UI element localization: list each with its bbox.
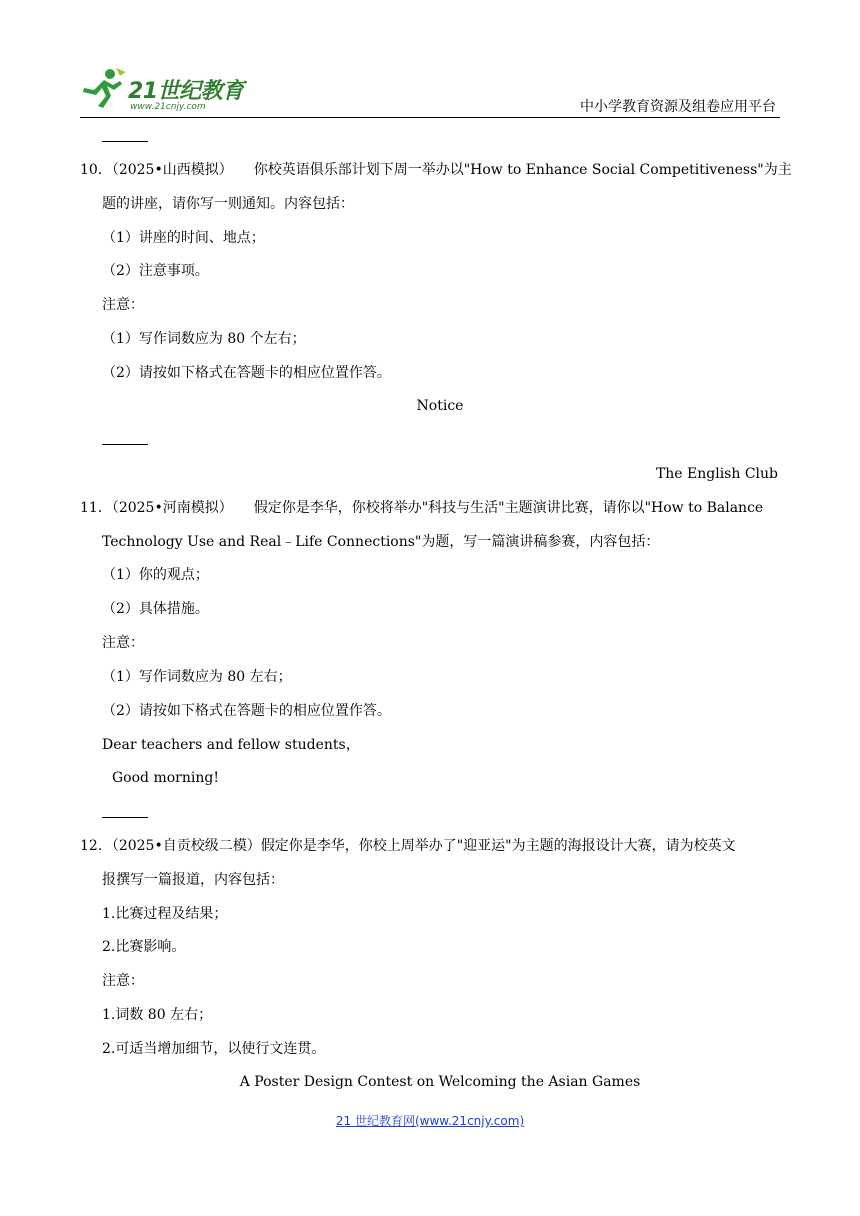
answer-blank (102, 817, 148, 818)
q10-line1: 10．（2025•山西模拟） 你校英语俱乐部计划下周一举办以"How to Enhance Social Competitiveness"为主 (80, 162, 792, 178)
q10-notice-title: Notice (416, 398, 464, 414)
logo-url: www.21cnjy.com (130, 102, 206, 112)
header-divider (80, 117, 780, 118)
q12-line2: 报撰写一篇报道，内容包括： (102, 872, 284, 888)
platform-title: 中小学教育资源及组卷应用平台 (580, 99, 776, 115)
q10-item2: （2）注意事项。 (102, 263, 209, 279)
q12-report-title: A Poster Design Contest on Welcoming the Asian Games (239, 1074, 641, 1090)
q10-signature: The English Club (655, 466, 778, 482)
footer-link[interactable]: 21 世纪教育网(www.21cnjy.com) (335, 1114, 525, 1128)
q11-morning: Good morning! (112, 770, 219, 786)
q12-note2: 2.可适当增加细节，以使行文连贯。 (102, 1041, 326, 1057)
page-header (80, 66, 780, 118)
q12-item1: 1.比赛过程及结果； (102, 906, 228, 922)
q11-greeting: Dear teachers and fellow students， (102, 737, 360, 753)
q11-item2: （2）具体措施。 (102, 601, 209, 617)
q10-note: 注意： (102, 297, 144, 313)
q12-item2: 2.比赛影响。 (102, 939, 186, 955)
q12-note1: 1.词数 80 左右； (102, 1007, 213, 1023)
answer-blank (102, 444, 148, 445)
q10-note1: （1）写作词数应为 80 个左右； (102, 331, 306, 347)
logo-text: 21世纪教育 (128, 79, 244, 104)
logo (80, 66, 250, 118)
runner-logo-icon (80, 66, 128, 110)
q11-note: 注意： (102, 635, 144, 651)
q11-item1: （1）你的观点； (102, 567, 209, 583)
q11-line2: Technology Use and Real﹣Life Connections"为题，写一篇演讲稿参赛，内容包括： (102, 534, 660, 550)
q10-line2: 题的讲座，请你写一则通知。内容包括： (102, 196, 354, 212)
q11-line1: 11．（2025•河南模拟） 假定你是李华，你校将举办"科技与生活"主题演讲比赛，请你以"How to Balance (80, 500, 764, 516)
q12-line1: 12．（2025•自贡校级二模）假定你是李华，你校上周举办了"迎亚运"为主题的海报设计大赛，请为校英文 (80, 838, 736, 854)
q11-note2: （2）请按如下格式在答题卡的相应位置作答。 (102, 703, 391, 719)
q12-note: 注意： (102, 973, 144, 989)
answer-blank (102, 141, 148, 142)
q11-note1: （1）写作词数应为 80 左右； (102, 669, 292, 685)
q10-note2: （2）请按如下格式在答题卡的相应位置作答。 (102, 365, 391, 381)
q10-item1: （1）讲座的时间、地点； (102, 230, 265, 246)
